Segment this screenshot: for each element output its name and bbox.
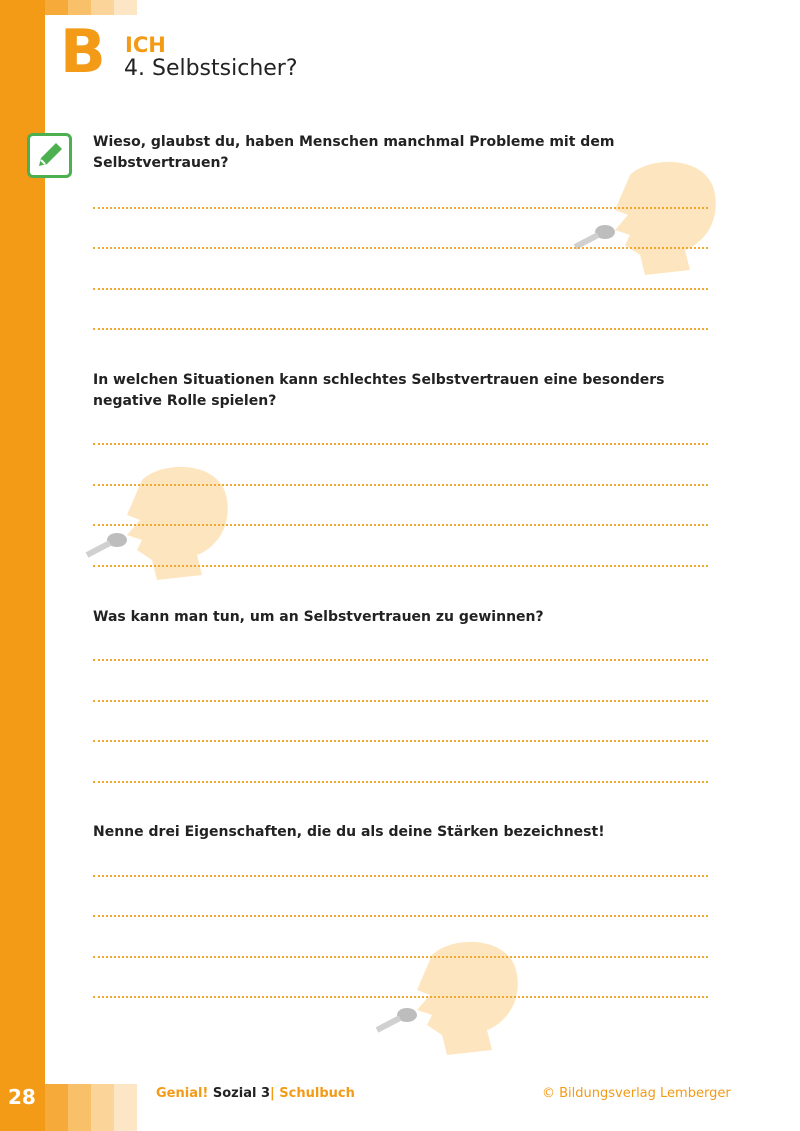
footer-book (156, 1086, 355, 1101)
top-strip (91, 0, 114, 15)
answer-line[interactable] (93, 524, 708, 526)
answer-line[interactable] (93, 996, 708, 998)
answer-line[interactable] (93, 875, 708, 877)
answer-line[interactable] (93, 956, 708, 958)
footer-book-title: Sozial 3 (212, 1086, 271, 1101)
top-strip (68, 0, 91, 15)
answer-line[interactable] (93, 565, 708, 567)
answer-line[interactable] (93, 247, 708, 249)
question-3: Was kann man tun, um an Selbstvertrauen zu gewinnen? (93, 609, 544, 625)
footer-strip (114, 1084, 137, 1131)
answer-line[interactable] (93, 700, 708, 702)
footer-strip (45, 1084, 68, 1131)
top-strip (114, 0, 137, 15)
answer-line[interactable] (93, 328, 708, 330)
answer-line[interactable] (93, 207, 708, 209)
question-1: Wieso, glaubst du, haben Menschen manchmal Probleme mit dem Selbstvertrauen? (93, 134, 615, 171)
footer-type: Schulbuch (279, 1086, 355, 1101)
chapter-letter: B (60, 17, 106, 87)
footer-copyright: © Bildungsverlag Lemberger (542, 1086, 731, 1101)
page-number: 28 (8, 1085, 36, 1109)
section-label: ICH (125, 33, 166, 57)
answer-line[interactable] (93, 484, 708, 486)
answer-line[interactable] (93, 288, 708, 290)
top-strip (45, 0, 68, 15)
footer-separator: | (270, 1086, 275, 1101)
answer-line[interactable] (93, 781, 708, 783)
speaker-head-icon (570, 155, 720, 280)
answer-line[interactable] (93, 659, 708, 661)
pencil-icon (27, 133, 72, 178)
footer-strip (68, 1084, 91, 1131)
question-2: In welchen Situationen kann schlechtes Selbstvertrauen eine besonders negative Rolle spielen? (93, 372, 665, 409)
footer-strip (91, 1084, 114, 1131)
answer-line[interactable] (93, 443, 708, 445)
question-4: Nenne drei Eigenschaften, die du als deine Stärken bezeichnest! (93, 824, 605, 840)
footer-brand: Genial! (156, 1086, 209, 1101)
answer-line[interactable] (93, 915, 708, 917)
answer-line[interactable] (93, 740, 708, 742)
page-title: 4. Selbstsicher? (124, 56, 298, 81)
